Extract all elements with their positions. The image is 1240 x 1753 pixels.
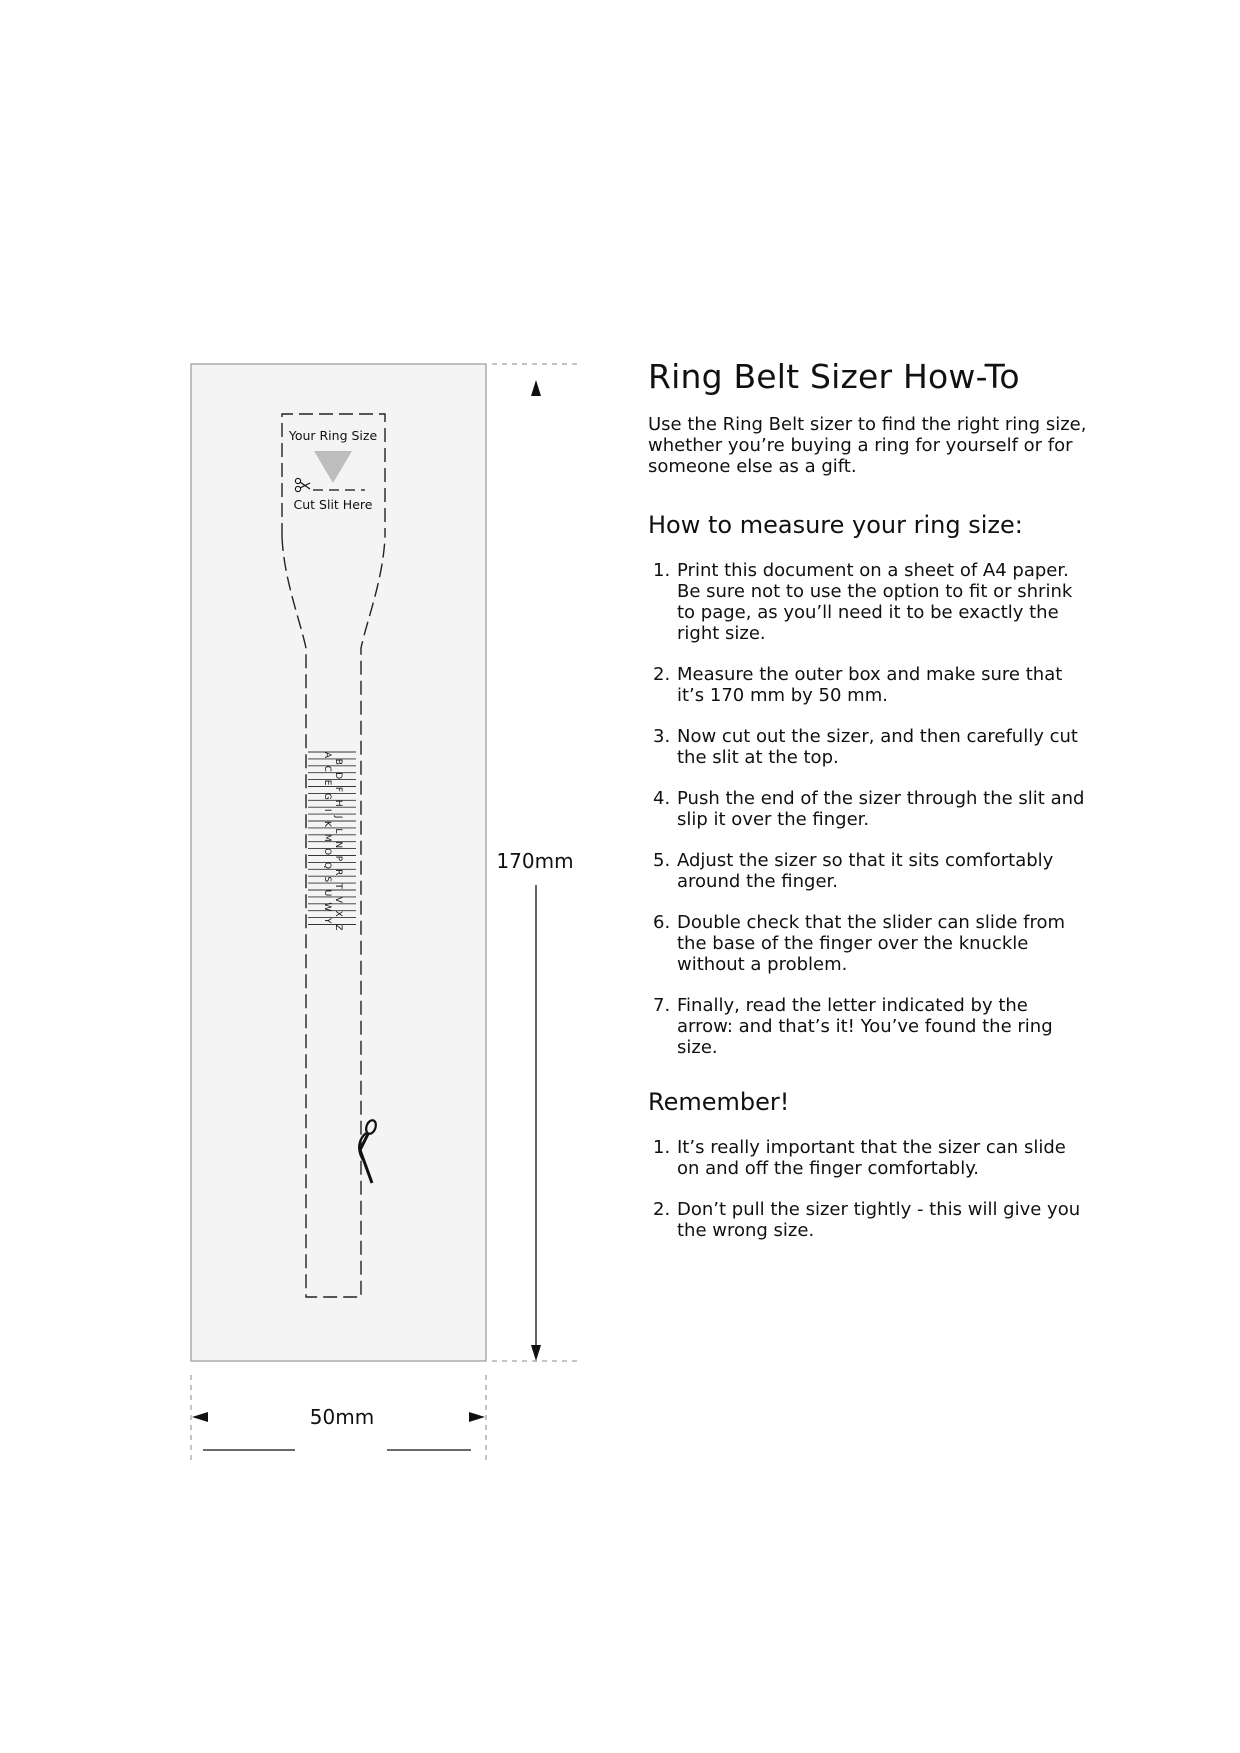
- ruler-letter: F: [333, 786, 343, 793]
- remember-heading: Remember!: [648, 1087, 790, 1116]
- ruler-letter: K: [322, 821, 332, 827]
- ruler-letter: E: [322, 779, 332, 786]
- ruler-letter: L: [333, 828, 343, 834]
- intro-text: Use the Ring Belt sizer to find the right ring size, whether you’re buying a ring for yourself or for someone else as a gift.: [648, 413, 1087, 477]
- list-item: 3. Now cut out the sizer, and then carefully cut the slit at the top.: [653, 725, 1078, 768]
- your-ring-size-label: Your Ring Size: [288, 428, 378, 443]
- ruler-letter: M: [322, 833, 332, 842]
- ruler-letter: I: [322, 808, 332, 812]
- ruler-letter: W: [322, 902, 332, 912]
- ruler-letter: V: [333, 896, 343, 903]
- width-label: 50mm: [309, 1405, 375, 1429]
- ruler-letter: Y: [322, 917, 332, 924]
- ruler-letter: P: [333, 855, 343, 862]
- ruler-letter: A: [322, 751, 332, 759]
- ruler-letter: U: [322, 889, 332, 897]
- ruler-letter: S: [322, 876, 332, 883]
- ruler-letter: R: [333, 869, 343, 876]
- ruler-letter: D: [333, 772, 343, 780]
- ruler-letter: H: [333, 799, 343, 807]
- list-item: 2. Measure the outer box and make sure that it’s 170 mm by 50 mm.: [653, 663, 1063, 706]
- measure-heading: How to measure your ring size:: [648, 510, 1023, 539]
- list-item: 4. Push the end of the sizer through the slit and slip it over the finger.: [653, 787, 1085, 830]
- ruler-letter: N: [333, 841, 343, 849]
- remember-list: [648, 1137, 1088, 1241]
- list-item: 7. Finally, read the letter indicated by the arrow: and that’s it! You’ve found the ring size.: [653, 994, 1053, 1058]
- ruler-letter: X: [333, 910, 343, 917]
- ruler-letter: B: [333, 758, 343, 765]
- height-label: 170mm: [496, 849, 574, 873]
- ruler-letter: C: [322, 765, 332, 772]
- ruler-letter: G: [322, 792, 332, 800]
- cut-slit-label: Cut Slit Here: [293, 497, 373, 512]
- ruler-letter: T: [333, 883, 343, 889]
- ruler-letter: Q: [322, 861, 332, 869]
- list-item: 2. Don’t pull the sizer tightly - this will give you the wrong size.: [653, 1198, 1081, 1241]
- list-item: 6. Double check that the slider can slide from the base of the finger over the knuckle without a problem.: [653, 911, 1066, 975]
- list-item: 5. Adjust the sizer so that it sits comfortably around the finger.: [653, 849, 1054, 892]
- list-item: 1. It’s really important that the sizer can slide on and off the finger comfortably.: [653, 1136, 1066, 1179]
- ruler-letter: J: [333, 815, 343, 819]
- list-item: 1. Print this document on a sheet of A4 paper. Be sure not to use the option to fit or shrink to page, as you’ll need it to be exactly the right size.: [653, 559, 1073, 644]
- measure-steps-list: [648, 560, 1088, 1058]
- ruler-letter: O: [322, 848, 332, 856]
- ruler-letter: Z: [333, 924, 343, 931]
- page-title: Ring Belt Sizer How-To: [648, 357, 1020, 396]
- instructions-panel: [648, 358, 1088, 1271]
